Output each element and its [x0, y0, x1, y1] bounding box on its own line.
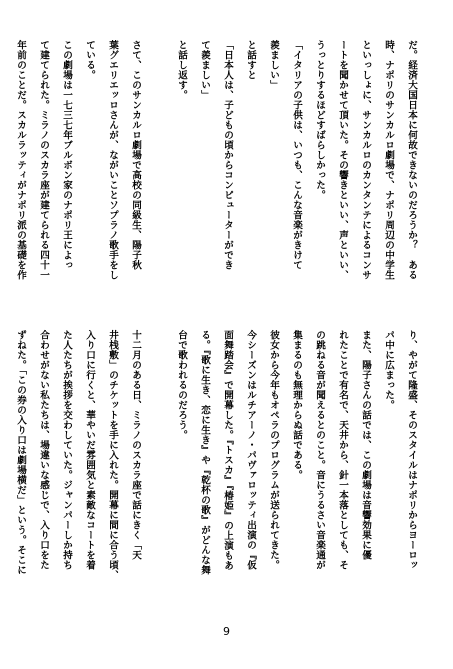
page-number: 9 — [223, 625, 230, 638]
text-column: 彼女から今年もオペラのプログラムが送られてきた。 — [268, 330, 279, 570]
text-column: この劇場は一七三七年ブルボン家のナポリ王によっ — [61, 40, 72, 270]
text-column: 羨ましい」 — [268, 40, 279, 90]
text-column: だ。経済大国日本に何故できないのだろうか？ ある — [406, 40, 417, 280]
text-column: り、やがて隆盛、そのスタイルはナポリからヨーロッ — [406, 330, 417, 570]
text-column: 井桟敷」のチケットを手に入れた。開幕に間に合う頃、 — [107, 330, 118, 580]
text-column: ずねた。「この券の入り口は劇場横だ」という。そこに — [15, 330, 26, 576]
text-column: た人たちが挨拶を交わしていた。ジャンパーしか持ち — [61, 330, 72, 570]
text-column: 時、ナポリのサンカルロ劇場で、ナポリ周辺の中学生 — [383, 40, 394, 280]
text-column: れたことで有名で、天井から、針一本落としても、そ — [337, 330, 348, 570]
text-column: て建てられた。ミラノのスカラ座が建てられる四十一 — [38, 40, 49, 280]
text-column — [147, 40, 170, 292]
text-column: 入り口に行くと、華やいだ雰囲気と素敵なコートを着 — [84, 330, 95, 570]
text-column: うっとりするほどすばらしかった。 — [314, 40, 325, 200]
text-column: の跳ねる音が聞えるとのこと。音にうるさい音楽通が — [314, 330, 325, 570]
text-column: 「日本人は、子どもの頃からコンピューターができ — [222, 40, 233, 270]
upper-text-block — [15, 40, 423, 292]
text-column: 十二月のある日、ミラノのスカラ座で話にきく「天 — [130, 330, 141, 560]
text-column: 今シーズンはルチアーノ・パヴァロッティ出演の『仮 — [245, 330, 256, 570]
text-column: 葉グエリエッロさんが、ながいことソプラノ歌手をし — [107, 40, 118, 280]
text-column: る。『歌に生き、恋に生き』や『乾杯の歌』がどんな舞 — [199, 330, 210, 576]
text-column: さて、このサンカルロ劇場で高校の同級生、陽子秋 — [130, 40, 141, 270]
text-column: 集まるのも無理からぬ話である。 — [291, 330, 302, 480]
text-column: ている。 — [84, 40, 95, 80]
text-column: また、陽子さんの話では、この劇場は音響効果に優 — [360, 330, 371, 560]
lower-text-block — [15, 330, 423, 588]
text-column: 「イタリアの子供は、いつも、こんな音楽がきけて — [291, 40, 302, 270]
text-column: ートを聞かせて頂いた。その響きといい、声といい、 — [337, 40, 348, 280]
text-column: パ中に広まった。 — [383, 330, 394, 410]
text-column — [147, 330, 170, 588]
text-column: と話すと — [245, 40, 256, 80]
text-column: といっしょに、サンカルロのカンタンテによるコンサ — [360, 40, 371, 280]
text-column: 合わせがない私たちは、場違いな感じで、入り口をた — [38, 330, 49, 570]
text-column: 台で歌われるのだろう。 — [176, 330, 187, 440]
text-column: と話し返す。 — [176, 40, 187, 100]
text-column: 年前のことだ。スカルラッティがナポリ派の基礎を作 — [15, 40, 26, 280]
text-column: て羨ましい」 — [199, 40, 210, 100]
text-column: 面舞踏会』で開幕した。『トスカ』『椿姫』の上演もあ — [222, 330, 233, 571]
